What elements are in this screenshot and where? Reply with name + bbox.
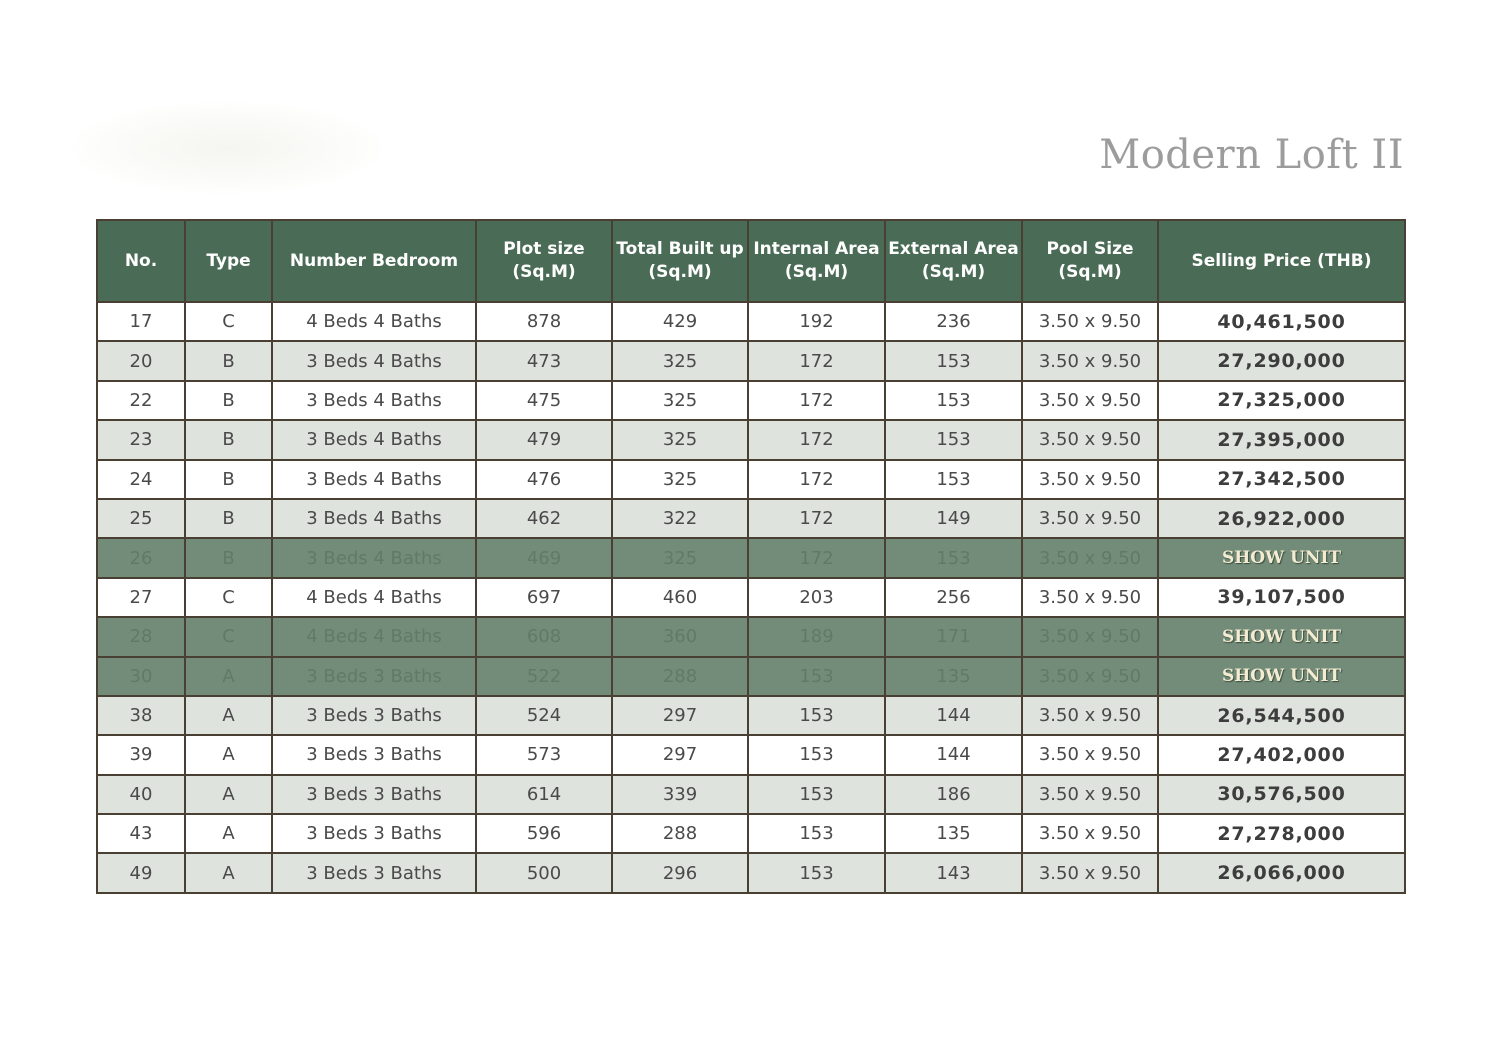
cell-no: 25 xyxy=(97,499,185,538)
cell-bedroom: 4 Beds 4 Baths xyxy=(272,302,476,341)
header-plot-line2: (Sq.M) xyxy=(512,262,576,282)
cell-selling-price: 26,066,000 xyxy=(1158,853,1405,892)
cell-internal-area: 172 xyxy=(748,499,885,538)
cell-no: 23 xyxy=(97,420,185,459)
cell-internal-area: 153 xyxy=(748,657,885,696)
cell-bedroom: 3 Beds 3 Baths xyxy=(272,735,476,774)
cell-plot-size: 469 xyxy=(476,538,612,577)
table-row-show-unit xyxy=(97,657,1405,696)
cell-internal-area: 172 xyxy=(748,420,885,459)
table-row xyxy=(97,381,1405,420)
cell-internal-area: 153 xyxy=(748,696,885,735)
cell-total-built-up: 460 xyxy=(612,578,748,617)
header-plot-line1: Plot size xyxy=(503,239,585,259)
table-body xyxy=(97,302,1405,893)
table-row xyxy=(97,341,1405,380)
header-internal-area xyxy=(748,220,885,302)
header-plot-size xyxy=(476,220,612,302)
cell-external-area: 135 xyxy=(885,657,1022,696)
cell-external-area: 143 xyxy=(885,853,1022,892)
cell-internal-area: 203 xyxy=(748,578,885,617)
cell-external-area: 256 xyxy=(885,578,1022,617)
cell-no: 38 xyxy=(97,696,185,735)
cell-selling-price: SHOW UNIT xyxy=(1158,657,1405,696)
cell-bedroom: 3 Beds 4 Baths xyxy=(272,420,476,459)
cell-pool-size: 3.50 x 9.50 xyxy=(1022,460,1158,499)
header-built-line2: (Sq.M) xyxy=(648,262,712,282)
header-built-line1: Total Built up xyxy=(616,239,744,259)
cell-no: 22 xyxy=(97,381,185,420)
table-row xyxy=(97,853,1405,892)
cell-type: B xyxy=(185,499,272,538)
cell-plot-size: 596 xyxy=(476,814,612,853)
cell-bedroom: 3 Beds 3 Baths xyxy=(272,657,476,696)
cell-type: B xyxy=(185,538,272,577)
header-pool-line1: Pool Size xyxy=(1046,239,1134,259)
cell-pool-size: 3.50 x 9.50 xyxy=(1022,735,1158,774)
cell-plot-size: 697 xyxy=(476,578,612,617)
cell-no: 24 xyxy=(97,460,185,499)
cell-plot-size: 479 xyxy=(476,420,612,459)
cell-selling-price: 27,395,000 xyxy=(1158,420,1405,459)
cell-selling-price: 26,922,000 xyxy=(1158,499,1405,538)
cell-bedroom: 3 Beds 4 Baths xyxy=(272,460,476,499)
cell-selling-price: 40,461,500 xyxy=(1158,302,1405,341)
header-type xyxy=(185,220,272,302)
cell-internal-area: 172 xyxy=(748,538,885,577)
cell-no: 28 xyxy=(97,617,185,656)
cell-internal-area: 153 xyxy=(748,814,885,853)
cell-total-built-up: 360 xyxy=(612,617,748,656)
cell-type: B xyxy=(185,341,272,380)
cell-external-area: 149 xyxy=(885,499,1022,538)
cell-external-area: 144 xyxy=(885,735,1022,774)
cell-internal-area: 153 xyxy=(748,735,885,774)
cell-pool-size: 3.50 x 9.50 xyxy=(1022,341,1158,380)
cell-external-area: 153 xyxy=(885,460,1022,499)
cell-total-built-up: 322 xyxy=(612,499,748,538)
cell-total-built-up: 296 xyxy=(612,853,748,892)
table-header-row xyxy=(97,220,1405,302)
cell-external-area: 153 xyxy=(885,538,1022,577)
cell-plot-size: 476 xyxy=(476,460,612,499)
cell-selling-price: 27,278,000 xyxy=(1158,814,1405,853)
cell-pool-size: 3.50 x 9.50 xyxy=(1022,814,1158,853)
cell-internal-area: 153 xyxy=(748,775,885,814)
cell-type: C xyxy=(185,617,272,656)
cell-type: C xyxy=(185,578,272,617)
cell-plot-size: 608 xyxy=(476,617,612,656)
cell-bedroom: 3 Beds 4 Baths xyxy=(272,538,476,577)
cell-selling-price: 27,342,500 xyxy=(1158,460,1405,499)
cell-no: 20 xyxy=(97,341,185,380)
cell-selling-price: 26,544,500 xyxy=(1158,696,1405,735)
table-row-show-unit xyxy=(97,617,1405,656)
cell-selling-price: 27,325,000 xyxy=(1158,381,1405,420)
table-row xyxy=(97,814,1405,853)
table-row xyxy=(97,775,1405,814)
cell-no: 27 xyxy=(97,578,185,617)
header-internal-line1: Internal Area xyxy=(753,239,880,259)
table-row xyxy=(97,499,1405,538)
cell-total-built-up: 325 xyxy=(612,420,748,459)
cell-type: A xyxy=(185,735,272,774)
cell-internal-area: 192 xyxy=(748,302,885,341)
cell-bedroom: 3 Beds 4 Baths xyxy=(272,499,476,538)
cell-pool-size: 3.50 x 9.50 xyxy=(1022,499,1158,538)
table-row xyxy=(97,735,1405,774)
header-external-line1: External Area xyxy=(888,239,1019,259)
cell-pool-size: 3.50 x 9.50 xyxy=(1022,302,1158,341)
cell-selling-price: 39,107,500 xyxy=(1158,578,1405,617)
cell-pool-size: 3.50 x 9.50 xyxy=(1022,578,1158,617)
cell-bedroom: 3 Beds 4 Baths xyxy=(272,381,476,420)
table-row xyxy=(97,302,1405,341)
cell-selling-price: 27,290,000 xyxy=(1158,341,1405,380)
cell-no: 26 xyxy=(97,538,185,577)
cell-pool-size: 3.50 x 9.50 xyxy=(1022,420,1158,459)
cell-type: A xyxy=(185,657,272,696)
cell-pool-size: 3.50 x 9.50 xyxy=(1022,657,1158,696)
cell-external-area: 186 xyxy=(885,775,1022,814)
price-table xyxy=(96,219,1406,894)
cell-bedroom: 4 Beds 4 Baths xyxy=(272,578,476,617)
header-no-label: No. xyxy=(124,250,158,271)
cell-external-area: 153 xyxy=(885,341,1022,380)
cell-total-built-up: 429 xyxy=(612,302,748,341)
cell-type: C xyxy=(185,302,272,341)
cell-selling-price: 30,576,500 xyxy=(1158,775,1405,814)
table-row xyxy=(97,460,1405,499)
cell-type: A xyxy=(185,775,272,814)
cell-type: B xyxy=(185,420,272,459)
header-no xyxy=(97,220,185,302)
cell-total-built-up: 339 xyxy=(612,775,748,814)
header-price-label: Selling Price (THB) xyxy=(1191,250,1372,271)
cell-selling-price: 27,402,000 xyxy=(1158,735,1405,774)
cell-external-area: 135 xyxy=(885,814,1022,853)
cell-external-area: 236 xyxy=(885,302,1022,341)
cell-no: 43 xyxy=(97,814,185,853)
cell-total-built-up: 297 xyxy=(612,735,748,774)
cell-type: A xyxy=(185,696,272,735)
cell-plot-size: 475 xyxy=(476,381,612,420)
header-bedroom-label: Number Bedroom xyxy=(289,250,459,271)
header-bedroom xyxy=(272,220,476,302)
cell-plot-size: 878 xyxy=(476,302,612,341)
table-row xyxy=(97,696,1405,735)
cell-bedroom: 3 Beds 3 Baths xyxy=(272,696,476,735)
cell-bedroom: 3 Beds 3 Baths xyxy=(272,775,476,814)
cell-external-area: 153 xyxy=(885,420,1022,459)
table-row-show-unit xyxy=(97,538,1405,577)
cell-type: B xyxy=(185,381,272,420)
cell-pool-size: 3.50 x 9.50 xyxy=(1022,853,1158,892)
header-total-built-up xyxy=(612,220,748,302)
cell-total-built-up: 325 xyxy=(612,538,748,577)
header-type-label: Type xyxy=(206,250,251,271)
cell-type: A xyxy=(185,814,272,853)
cell-total-built-up: 297 xyxy=(612,696,748,735)
cell-plot-size: 522 xyxy=(476,657,612,696)
cell-total-built-up: 325 xyxy=(612,341,748,380)
cell-internal-area: 153 xyxy=(748,853,885,892)
cell-total-built-up: 325 xyxy=(612,460,748,499)
cell-external-area: 144 xyxy=(885,696,1022,735)
cell-plot-size: 462 xyxy=(476,499,612,538)
cell-pool-size: 3.50 x 9.50 xyxy=(1022,538,1158,577)
cell-selling-price: SHOW UNIT xyxy=(1158,617,1405,656)
cell-total-built-up: 288 xyxy=(612,657,748,696)
cell-internal-area: 189 xyxy=(748,617,885,656)
cell-bedroom: 4 Beds 4 Baths xyxy=(272,617,476,656)
cell-internal-area: 172 xyxy=(748,341,885,380)
cell-internal-area: 172 xyxy=(748,381,885,420)
cell-plot-size: 614 xyxy=(476,775,612,814)
header-external-area xyxy=(885,220,1022,302)
cell-selling-price: SHOW UNIT xyxy=(1158,538,1405,577)
cell-pool-size: 3.50 x 9.50 xyxy=(1022,381,1158,420)
cell-no: 49 xyxy=(97,853,185,892)
cell-pool-size: 3.50 x 9.50 xyxy=(1022,775,1158,814)
header-pool-line2: (Sq.M) xyxy=(1058,262,1122,282)
cell-bedroom: 3 Beds 3 Baths xyxy=(272,814,476,853)
cell-bedroom: 3 Beds 4 Baths xyxy=(272,341,476,380)
cell-bedroom: 3 Beds 3 Baths xyxy=(272,853,476,892)
cell-no: 40 xyxy=(97,775,185,814)
cell-type: B xyxy=(185,460,272,499)
cell-no: 39 xyxy=(97,735,185,774)
cell-internal-area: 172 xyxy=(748,460,885,499)
cell-external-area: 171 xyxy=(885,617,1022,656)
document-title: Modern Loft II xyxy=(1099,132,1404,178)
cell-plot-size: 473 xyxy=(476,341,612,380)
cell-total-built-up: 325 xyxy=(612,381,748,420)
table-row xyxy=(97,578,1405,617)
header-external-line2: (Sq.M) xyxy=(921,262,986,282)
header-selling-price xyxy=(1158,220,1405,302)
header-internal-line2: (Sq.M) xyxy=(784,262,849,282)
table-row xyxy=(97,420,1405,459)
cell-pool-size: 3.50 x 9.50 xyxy=(1022,617,1158,656)
faded-logo xyxy=(72,102,382,194)
cell-type: A xyxy=(185,853,272,892)
cell-plot-size: 524 xyxy=(476,696,612,735)
cell-plot-size: 573 xyxy=(476,735,612,774)
cell-no: 17 xyxy=(97,302,185,341)
cell-external-area: 153 xyxy=(885,381,1022,420)
header-pool-size xyxy=(1022,220,1158,302)
cell-no: 30 xyxy=(97,657,185,696)
cell-pool-size: 3.50 x 9.50 xyxy=(1022,696,1158,735)
cell-total-built-up: 288 xyxy=(612,814,748,853)
cell-plot-size: 500 xyxy=(476,853,612,892)
